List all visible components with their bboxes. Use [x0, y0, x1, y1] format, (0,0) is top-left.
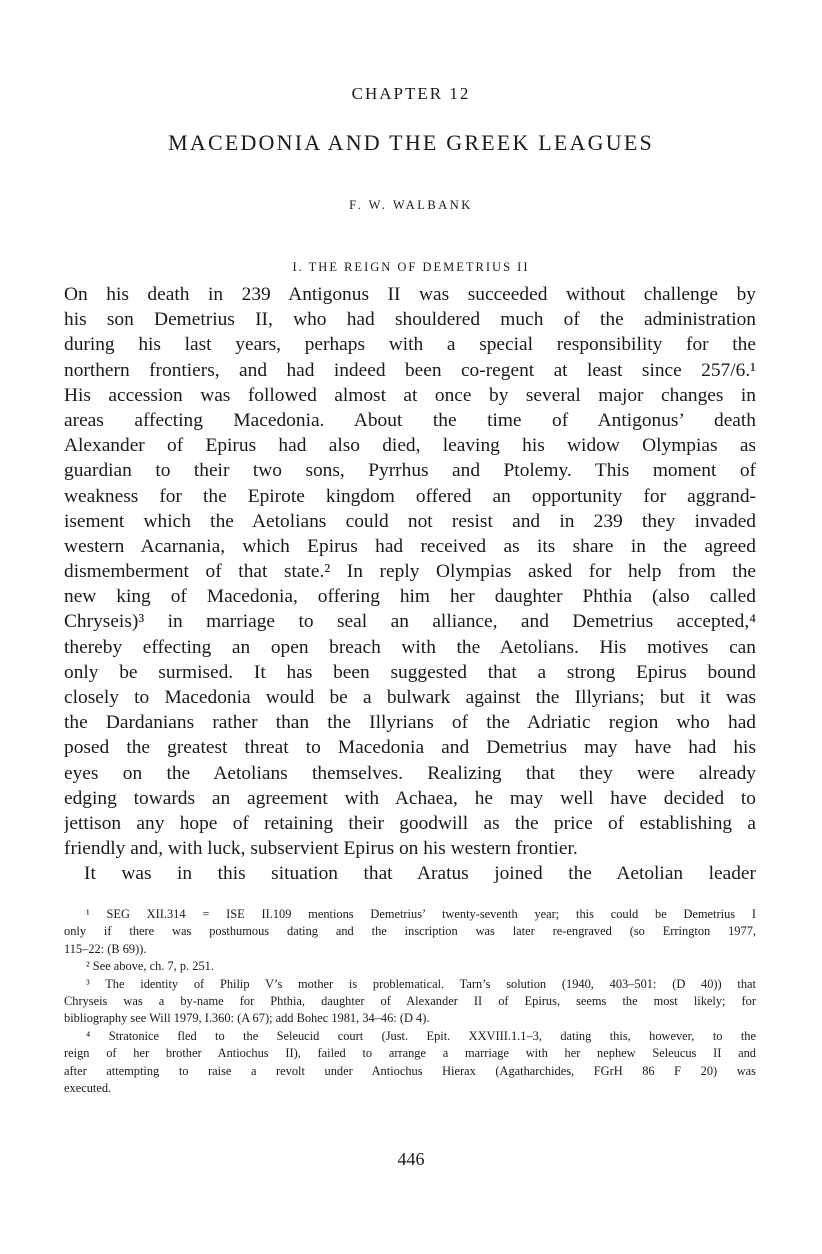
body-line: his son Demetrius II, who had shouldered much of the administration: [64, 309, 756, 331]
body-line: western Acarnania, which Epirus had received as its share in the agreed: [64, 535, 756, 557]
body-line: the Dardanians rather than the Illyrians of the Adriatic region who had: [64, 712, 756, 734]
body-line: weakness for the Epirote kingdom offered an opportunity for aggrand-: [64, 485, 756, 507]
footnote-line: ¹ SEG XII.314 = ISE II.109 mentions Demetrius’ twenty-seventh year; this could be Demetrius I: [86, 907, 756, 921]
footnote-line: 115–22: (B 69)).: [64, 941, 147, 956]
page-number: 446: [397, 1149, 425, 1169]
chapter-title: MACEDONIA AND THE GREEK LEAGUES: [168, 130, 654, 155]
footnote-line: bibliography see Will 1979, I.360: (A 67); add Bohec 1981, 34–46: (D 4).: [64, 1011, 430, 1026]
body-line: His accession was followed almost at once by several major changes in: [64, 384, 756, 406]
footnote-line: ² See above, ch. 7, p. 251.: [86, 959, 214, 974]
footnote-line: ⁴ Stratonice fled to the Seleucid court (Just. Epit. XXVIII.1.1–3, dating this, however, to the: [86, 1028, 756, 1043]
body-line: only be surmised. It has been suggested that a strong Epirus bound: [64, 661, 756, 683]
body-line: dismemberment of that state.² In reply Olympias asked for help from the: [64, 561, 756, 583]
body-line: Alexander of Epirus had also died, leaving his widow Olympias as: [64, 435, 756, 457]
body-line: posed the greatest threat to Macedonia and Demetrius may have had his: [64, 737, 756, 759]
body-line: thereby effecting an open breach with the Aetolians. His motives can: [64, 636, 756, 658]
body-line: new king of Macedonia, offering him her daughter Phthia (also called: [64, 586, 756, 608]
body-line: areas affecting Macedonia. About the time of Antigonus’ death: [64, 409, 756, 431]
body-line: northern frontiers, and had indeed been co-regent at least since 257/6.¹: [64, 359, 756, 381]
footnote-line: Chryseis was a by-name for Phthia, daughter of Alexander II of Epirus, seems the most likely; for: [64, 993, 756, 1008]
body-line: Chryseis)³ in marriage to seal an alliance, and Demetrius accepted,⁴: [64, 611, 756, 633]
author-name: F. W. WALBANK: [349, 198, 473, 212]
body-line: closely to Macedonia would be a bulwark against the Illyrians; but it was: [64, 687, 756, 708]
body-line: isement which the Aetolians could not resist and in 239 they invaded: [64, 510, 756, 532]
chapter-label: CHAPTER 12: [351, 84, 471, 103]
footnote-line: only if there was posthumous dating and the inscription was later re-engraved (so Errington 1977,: [64, 924, 756, 939]
body-line: friendly and, with luck, subservient Epirus on his western frontier.: [64, 838, 578, 860]
body-line: jettison any hope of retaining their goodwill as the price of establishing a: [64, 812, 756, 834]
footnote-line: executed.: [64, 1080, 112, 1095]
footnote-line: after attempting to raise a revolt under Antiochus Hierax (Agatharchides, FGrH 86 F 20) was: [64, 1063, 756, 1078]
section-heading: I. THE REIGN OF DEMETRIUS II: [292, 260, 530, 274]
body-line: guardian to their two sons, Pyrrhus and Ptolemy. This moment of: [64, 460, 756, 482]
footnote-line: reign of her brother Antiochus II), failed to arrange a marriage with her nephew Seleucus II and: [64, 1046, 756, 1061]
body-line: eyes on the Aetolians themselves. Realizing that they were already: [64, 762, 756, 784]
body-line: On his death in 239 Antigonus II was succeeded without challenge by: [64, 284, 756, 305]
footnote-line: ³ The identity of Philip V’s mother is problematical. Tarn’s solution (1940, 403–501: (D 40)) that: [86, 976, 756, 991]
body-line: during his last years, perhaps with a special responsibility for the: [64, 334, 756, 356]
body-text: [64, 282, 756, 887]
footnotes: [64, 906, 756, 1097]
body-line: It was in this situation that Aratus joined the Aetolian leader: [84, 863, 756, 885]
body-line: edging towards an agreement with Achaea, he may well have decided to: [64, 787, 756, 809]
